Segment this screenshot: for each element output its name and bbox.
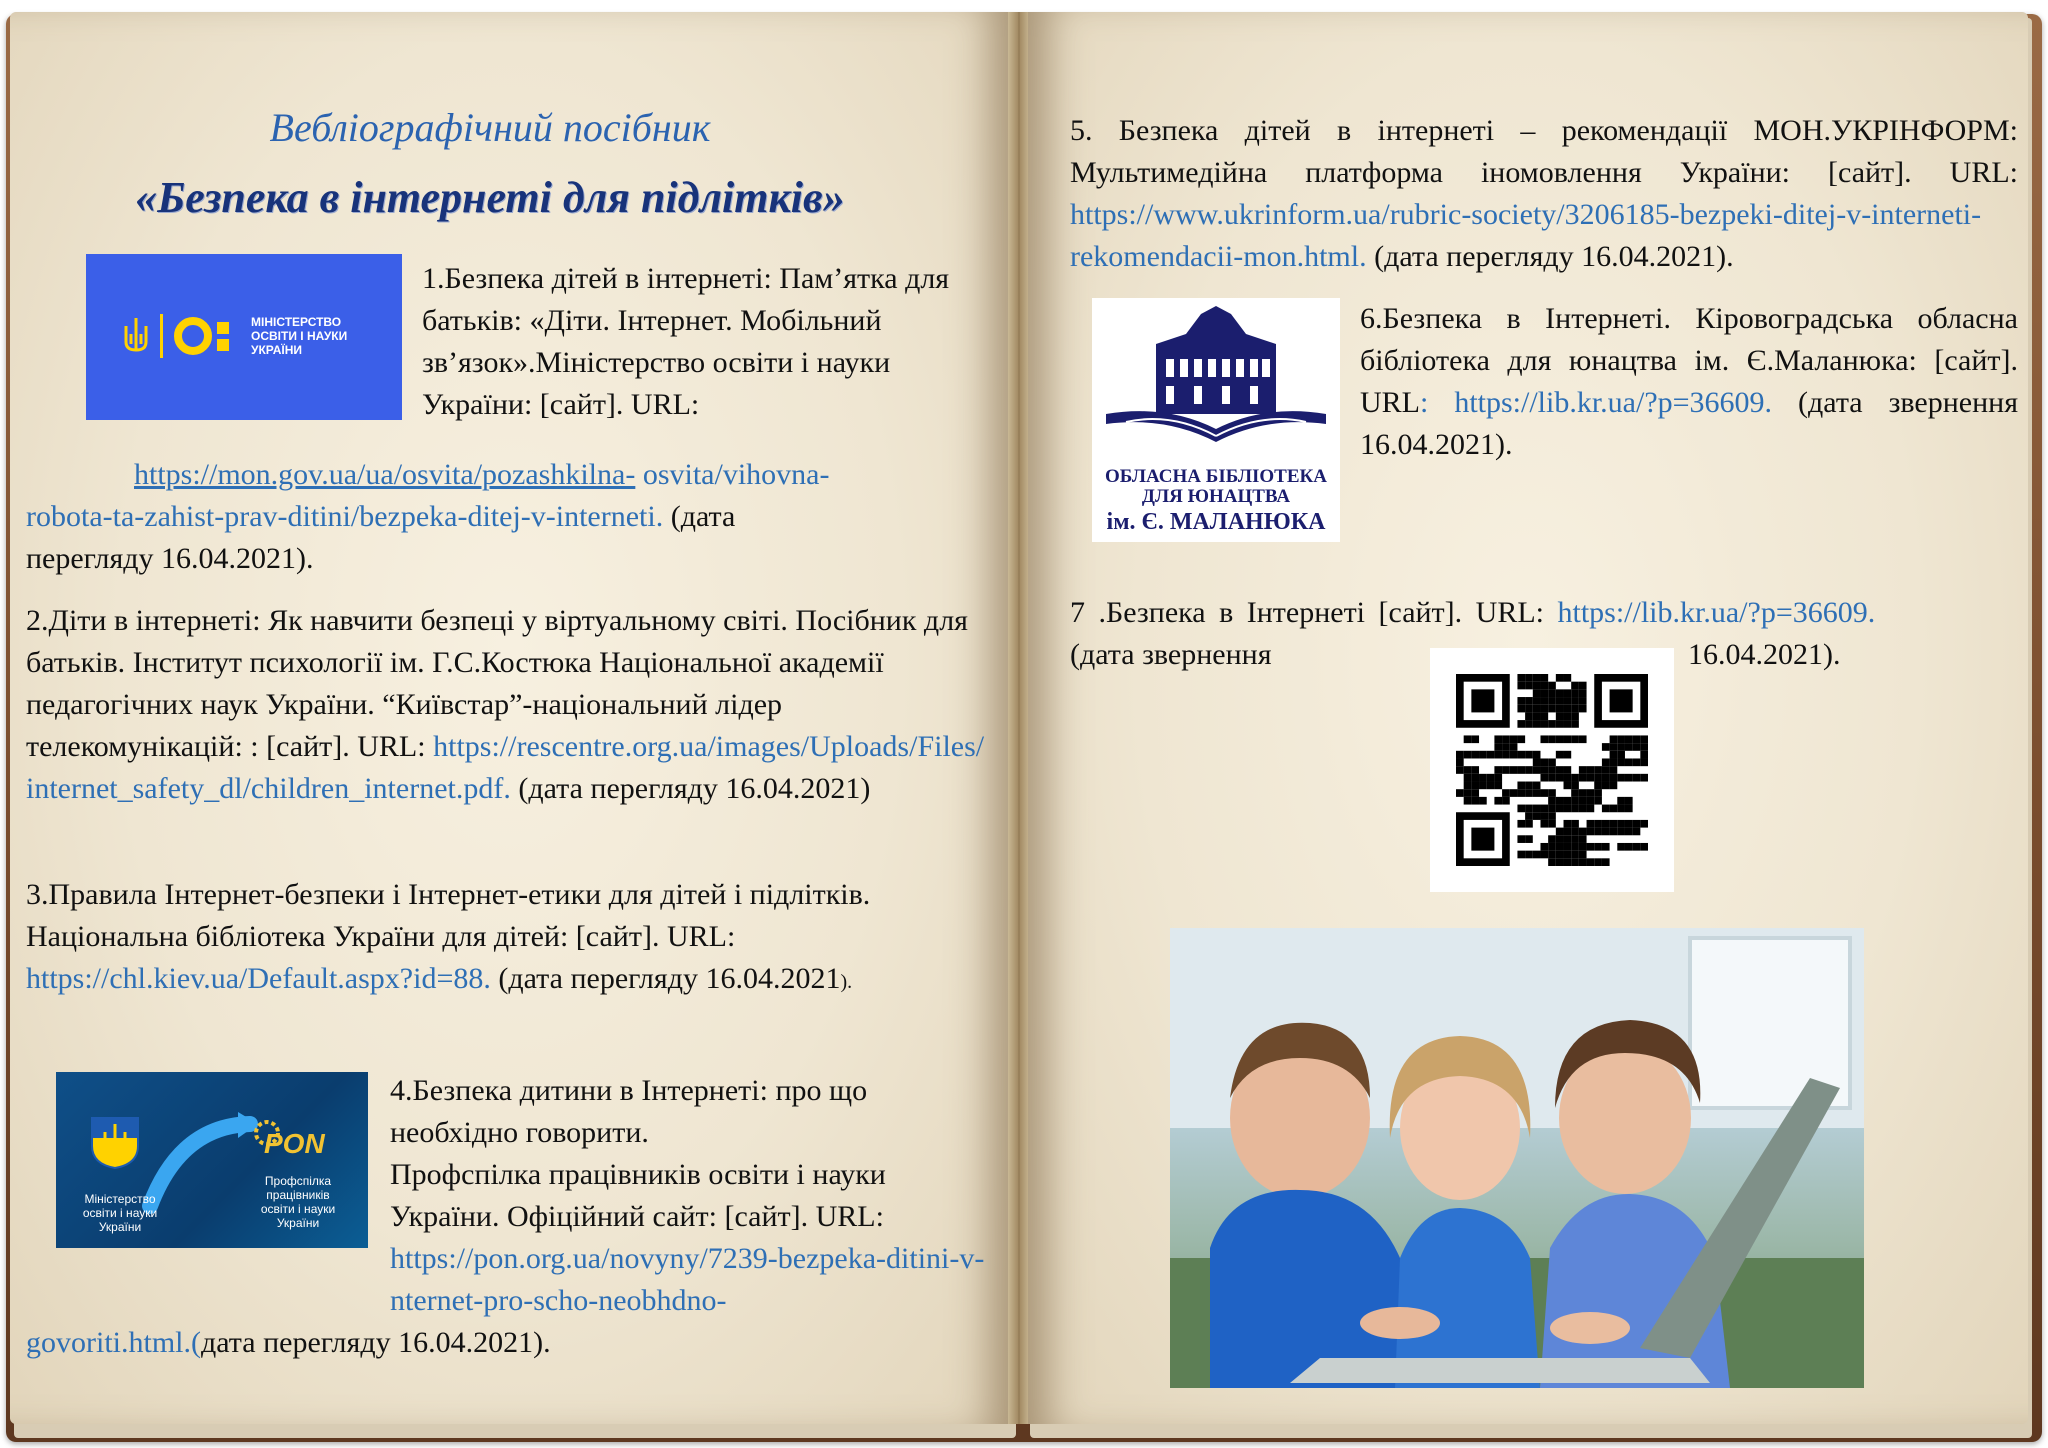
pon-right-label: Профспілка працівників освіти і науки України [260, 1174, 336, 1230]
book-spine [1008, 12, 1030, 1424]
item1-text: 1.Безпека дітей в інтернеті: Пам’ятка для батьків: «Діти. Інтернет. Мобільний зв’язок».Міністерство освіти і науки України: [сайт]. URL: [422, 262, 950, 421]
item7-text: 7 .Безпека в Інтернеті [сайт]. URL: [1070, 596, 1558, 629]
item7-date-b: 16.04.2021). [1688, 638, 1841, 671]
pon-left-label: Міністерство освіти і науки України [82, 1192, 158, 1234]
children-illustration-icon [1170, 928, 1864, 1388]
library-caption-3: ім. Є. МАЛАНЮКА [1106, 509, 1326, 535]
item4-date: дата перегляду 16.04.2021). [201, 1326, 551, 1359]
left-page [10, 12, 1010, 1424]
item4-text [390, 1070, 990, 1322]
pon-logo-title: PON [264, 1128, 325, 1159]
item6-link[interactable]: https://lib.kr.ua/?p=36609. [1454, 386, 1773, 419]
item3-date-end: ). [840, 971, 853, 993]
item4-tail [26, 1322, 986, 1364]
children-laptop-photo [1170, 928, 1864, 1388]
item5-link[interactable]: https://www.ukrinform.ua/rubric-society/3206185-bezpeki-ditej-v-interneti-rekomendacii-mon.html. [1070, 198, 1982, 273]
item6-colon: : [1420, 386, 1429, 419]
item7-period: . [1867, 596, 1876, 629]
item4-text-a: 4.Безпека дитини в Інтернеті: про що необхідно говорити. [390, 1074, 868, 1149]
guide-subtitle: Вебліографічний посібник [269, 105, 711, 150]
item2-text: 2.Діти в інтернеті: Як навчити безпеці у віртуальному світі. Посібник для батьків. Інститут психології ім. Г.С.Костюка Національної академії педагогічних наук України. “Київстар”-національний лідер телекомунікацій: : [сайт]. URL: [26, 604, 968, 763]
library-building-icon [1096, 304, 1336, 454]
item5-text: 5. Безпека дітей в інтернеті – рекомендації МОН.УКРІНФОРМ: Мультимедійна платформа іномовлення України: [сайт]. URL: [1070, 114, 2018, 189]
item6-date: (дата звернення 16.04.2021). [1360, 386, 2018, 461]
library-caption-2: ДЛЯ ЮНАЦТВА [1141, 486, 1291, 507]
item1-link-part3[interactable]: robota-ta-zahist-prav-ditini/bezpeka-ditej-v-interneti. [26, 500, 664, 533]
item5-date: (дата перегляду 16.04.2021). [1366, 240, 1734, 273]
item1-reference [26, 454, 996, 580]
item1-date-part1: (дата [663, 500, 736, 533]
item4-text-b: Профспілка працівників освіти і науки України. Офіційний сайт: [сайт]. URL: [390, 1158, 886, 1233]
item2-date: (дата перегляду 16.04.2021) [510, 772, 871, 805]
item3-date: (дата перегляду 16.04.2021 [490, 962, 841, 995]
item7-reference [1070, 592, 2028, 634]
item3-link[interactable]: https://chl.kiev.ua/Default.aspx?id=88. [26, 962, 491, 995]
item6-reference [1360, 298, 2018, 466]
qr-code-icon [1456, 674, 1648, 866]
mon-mark-icon [173, 314, 251, 358]
mon-logo-image [86, 254, 402, 420]
item1-date-part2: перегляду 16.04.2021). [26, 542, 314, 575]
item7-date-a: (дата звернення [1070, 638, 1272, 671]
item3-reference [26, 874, 926, 1003]
item2-link[interactable]: https://rescentre.org.ua/images/Uploads/Files/internet_safety_dl/children_internet.pdf. [26, 730, 985, 805]
library-caption-1: ОБЛАСНА БІБЛІОТЕКА [1105, 466, 1327, 487]
guide-title: «Безпека в інтернеті для підлітків» [135, 173, 845, 222]
library-logo-image [1092, 298, 1340, 542]
item6-text: 6.Безпека в Інтернеті. Кіровоградська обласна бібліотека для юнацтва ім. Є.Маланюка: [сайт]. URL [1360, 302, 2018, 419]
item7-link[interactable]: https://lib.kr.ua/?p=36609 [1557, 596, 1868, 629]
ukraine-shield-icon [90, 1116, 140, 1170]
mon-logo-text: МІНІСТЕРСТВО ОСВІТИ І НАУКИ УКРАЇНИ [251, 315, 348, 357]
right-page [1028, 12, 2028, 1424]
qr-code-image[interactable] [1430, 648, 1674, 892]
item2-reference [26, 600, 986, 810]
item1-link-part2[interactable]: osvita/vihovna- [635, 458, 830, 491]
item3-text: 3.Правила Інтернет-безпеки і Інтернет-етики для дітей і підлітків. Національна бібліотека України для дітей: [сайт]. URL: [26, 878, 871, 953]
pon-logo-image [56, 1072, 368, 1248]
item4-link-part2[interactable]: govoriti.html.( [26, 1326, 201, 1359]
trident-icon [122, 316, 150, 356]
item5-reference [1070, 110, 2018, 278]
item4-link-part1[interactable]: https://pon.org.ua/novyny/7239-bezpeka-ditini-v-nternet-pro-scho-neobhdno- [390, 1242, 985, 1317]
item1-link-part1[interactable]: https://mon.gov.ua/ua/osvita/pozashkilna- [134, 458, 636, 491]
